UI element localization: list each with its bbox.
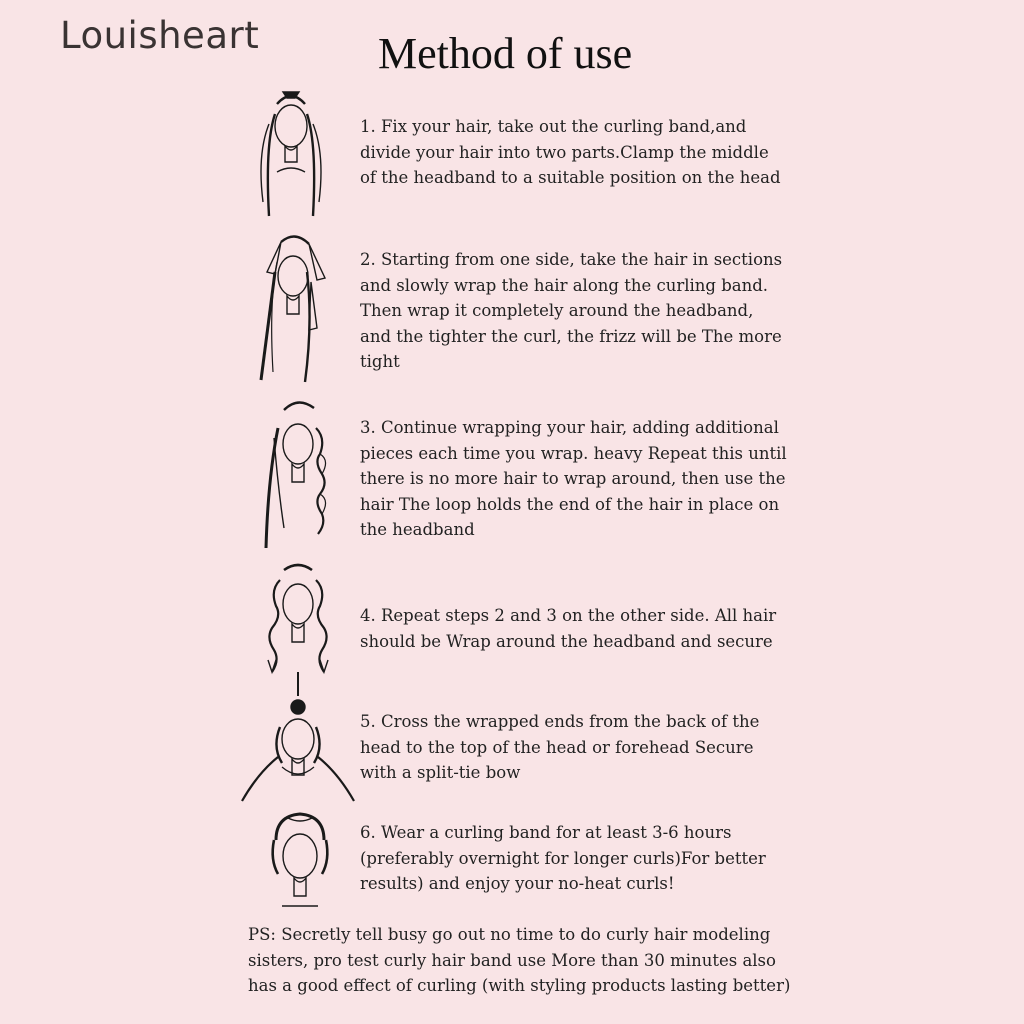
step-3-text: 3. Continue wrapping your hair, adding additional pieces each time you wrap. heavy Repeat this until there is no more hair to wrap around, then use the hair The loop holds the end of the hair in place on the headband (360, 418, 787, 539)
step-1-text: 1. Fix your hair, take out the curling band,and divide your hair into two parts.Clamp the middle of the headband to a suitable position on the head (360, 117, 781, 187)
brand-logo: Louisheart (60, 14, 260, 57)
page-title: Method of use (378, 29, 633, 78)
step-4-text: 4. Repeat steps 2 and 3 on the other side. All hair should be Wrap around the headband and secure (360, 606, 777, 651)
hair-wrapping-illustration-icon (255, 232, 335, 384)
hair-parted-illustration-icon (255, 84, 327, 222)
step-5-text: 5. Cross the wrapped ends from the back of the head to the top of the head or forehead Secure with a split-tie bow (360, 712, 760, 782)
hair-band-worn-illustration-icon (262, 810, 338, 914)
step-2-text: 2. Starting from one side, take the hair in sections and slowly wrap the hair along the curling band. Then wrap it completely around the headband, and the tighter the curl, the frizz will be The more tight (360, 250, 783, 371)
hair-wrapped-one-side-illustration-icon (260, 398, 340, 553)
hair-crossed-ends-illustration-icon (238, 697, 360, 807)
ps-note: PS: Secretly tell busy go out no time to do curly hair modeling sisters, pro test curly hair band use More than 30 minutes also has a good effect of curling (with styling products lasting better) (248, 925, 791, 995)
step-6-text: 6. Wear a curling band for at least 3-6 hours (preferably overnight for longer curls)For better results) and enjoy your no-heat curls! (360, 823, 766, 893)
hair-wrapped-both-sides-illustration-icon (258, 560, 338, 700)
